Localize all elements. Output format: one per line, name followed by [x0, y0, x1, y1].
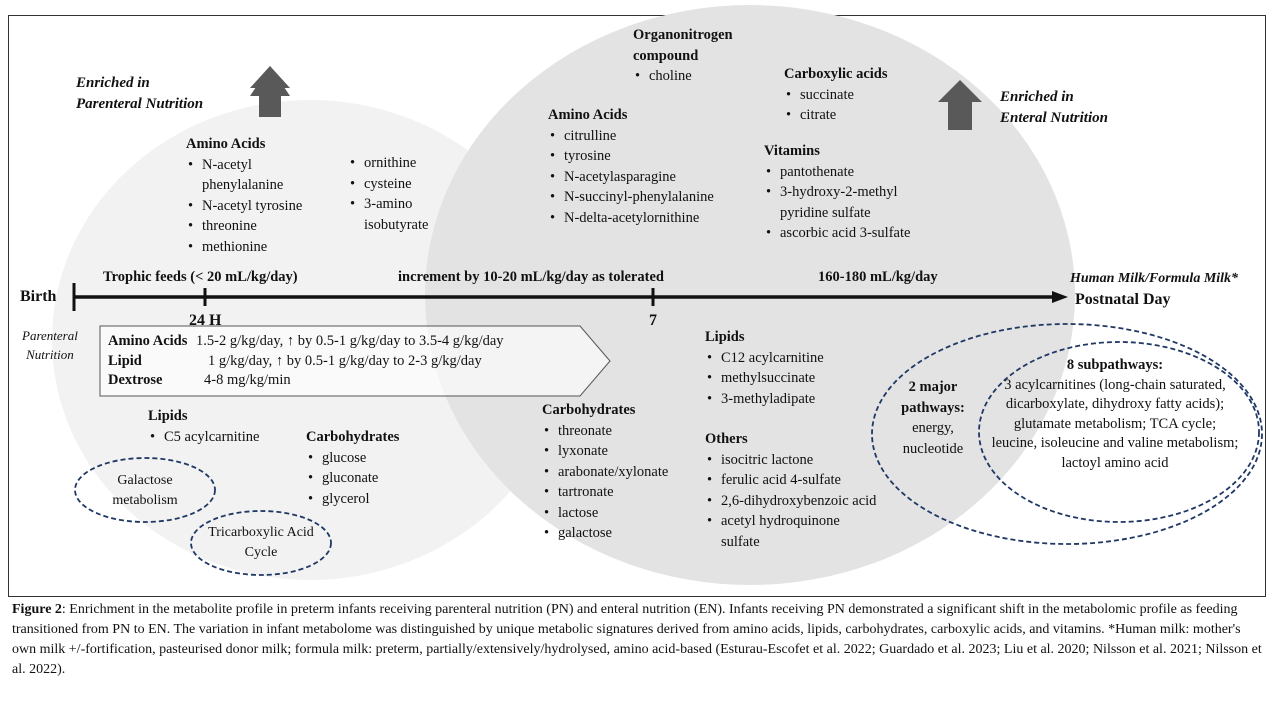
list-item: • threonine [186, 216, 312, 237]
list-item: • citrate [784, 105, 888, 126]
en-lipids: Lipids • C12 acylcarnitine • methylsuccinate • 3-methyladipate [705, 327, 824, 409]
list-item: • N-delta-acetylornithine [548, 208, 714, 229]
subpathways: 8 subpathways: 3 acylcarnitines (long-chain saturated, dicarboxylate, dihydroxy fatty acids); glutamate metabolism; TCA cycle; leucine, isoleucine and valine metabolism; lactoyl amino acid [991, 357, 1239, 471]
list-item: • 3-amino isobutyrate [348, 194, 454, 235]
list-item: • N-acetyl tyrosine [186, 196, 312, 217]
list-item: • glycerol [306, 489, 399, 510]
list-item: • acetyl hydroquinone sulfate [705, 511, 881, 552]
list-item: • glucose [306, 448, 399, 469]
pn-enriched-label: Enriched in Parenteral Nutrition [76, 75, 204, 112]
list-item: • ascorbic acid 3-sulfate [764, 223, 930, 244]
list-item: • arabonate/xylonate [542, 462, 668, 483]
list-item: • tyrosine [548, 146, 714, 167]
list-item: • gluconate [306, 468, 399, 489]
milk-label: Human Milk/Formula Milk* [1070, 271, 1239, 286]
list-item: • 2,6-dihydroxybenzoic acid [705, 491, 881, 512]
carboxylic-acids: Carboxylic acids • succinate • citrate [784, 64, 888, 126]
list-item: • lyxonate [542, 441, 668, 462]
list-item: • succinate [784, 85, 888, 106]
phase-increment: increment by 10-20 mL/kg/day as tolerated [398, 269, 664, 285]
pn-regimen: Amino Acids 1.5-2 g/kg/day, ↑ by 0.5-1 g/kg/day to 3.5-4 g/kg/day Lipid 1 g/kg/day, ↑ by 0.5-1 g/kg/day to 2-3 g/kg/day Dextrose 4-8 mg/kg/min [108, 333, 504, 388]
list-item: • ferulic acid 4-sulfate [705, 470, 881, 491]
list-item: • galactose [542, 523, 668, 544]
tca-pathway: Tricarboxylic Acid Cycle [208, 525, 314, 560]
en-carbohydrates: Carbohydrates • threonate • lyxonate • arabonate/xylonate • tartronate • lactose • galactose [542, 400, 668, 544]
vitamins: Vitamins • pantothenate • 3-hydroxy-2-methyl pyridine sulfate • ascorbic acid 3-sulfate [764, 141, 930, 244]
list-item: • pantothenate [764, 162, 930, 183]
organonitrogen: Organonitrogen compound • choline [633, 25, 733, 87]
list-item: • threonate [542, 421, 668, 442]
list-item: • lactose [542, 503, 668, 524]
en-amino-acids: Amino Acids • citrulline • tyrosine • N-acetylasparagine • N-succinyl-phenylalanine • N-delta-acetylornithine [548, 105, 714, 228]
day7-label: 7 [649, 312, 657, 329]
pn-amino-acids-col2 [348, 153, 454, 235]
galactose-pathway: Galactose metabolism [112, 473, 178, 508]
list-item: • methionine [186, 237, 312, 258]
phase-full: 160-180 mL/kg/day [818, 269, 938, 285]
list-item: • C5 acylcarnitine [148, 427, 259, 448]
pn-lipids: Lipids • C5 acylcarnitine [148, 406, 259, 447]
list-item: • tartronate [542, 482, 668, 503]
list-item: • N-succinyl-phenylalanine [548, 187, 714, 208]
24h-label: 24 H [189, 312, 222, 329]
list-item: • 3-hydroxy-2-methyl pyridine sulfate [764, 182, 930, 223]
figure-caption: Figure 2: Enrichment in the metabolite profile in preterm infants receiving parenteral nutrition (PN) and enteral nutrition (EN). Infants receiving PN demonstrated a significant shift in the metabolomic profile as feeding transitioned from PN to EN. The variation in infant metabolome was distinguished by unique metabolic signatures derived from amino acids, lipids, carbohydrates, carboxylic acids, and vitamins. *Human milk: mother's own milk +/-fortification, pasteurised donor milk; formula milk: preterm, partially/extensively/hydrolysed, amino acid-based (Esturau-Escofet et al. 2022; Guardado et al. 2023; Liu et al. 2020; Nilsson et al. 2021; Nilsson et al. 2022). [12, 602, 1262, 677]
list-item: • citrulline [548, 126, 714, 147]
phase-trophic: Trophic feeds (< 20 mL/kg/day) [103, 269, 298, 285]
pn-amino-acids: Amino Acids • N-acetyl phenylalanine • N-acetyl tyrosine • threonine • methionine [186, 134, 312, 257]
list-item: • isocitric lactone [705, 450, 881, 471]
pn-carbohydrates: Carbohydrates • glucose • gluconate • glycerol [306, 427, 399, 509]
list-item: • C12 acylcarnitine [705, 348, 824, 369]
list-item: • methylsuccinate [705, 368, 824, 389]
list-item: • N-acetyl phenylalanine [186, 155, 312, 196]
postnatal-day-label: Postnatal Day [1075, 291, 1171, 308]
birth-label: Birth [20, 288, 57, 305]
list-item: • ornithine [348, 153, 454, 174]
pn-label: Parenteral Nutrition [22, 328, 78, 362]
list-item: • 3-methyladipate [705, 389, 824, 410]
list-item: • N-acetylasparagine [548, 167, 714, 188]
en-enriched-label: Enriched in Enteral Nutrition [1000, 89, 1108, 126]
list-item: • cysteine [348, 174, 454, 195]
major-pathways: 2 major pathways: energy, nucleotide [901, 379, 965, 457]
en-others: Others • isocitric lactone • ferulic acid 4-sulfate • 2,6-dihydroxybenzoic acid • acetyl hydroquinone sulfate [705, 429, 881, 552]
list-item: • choline [633, 66, 733, 87]
